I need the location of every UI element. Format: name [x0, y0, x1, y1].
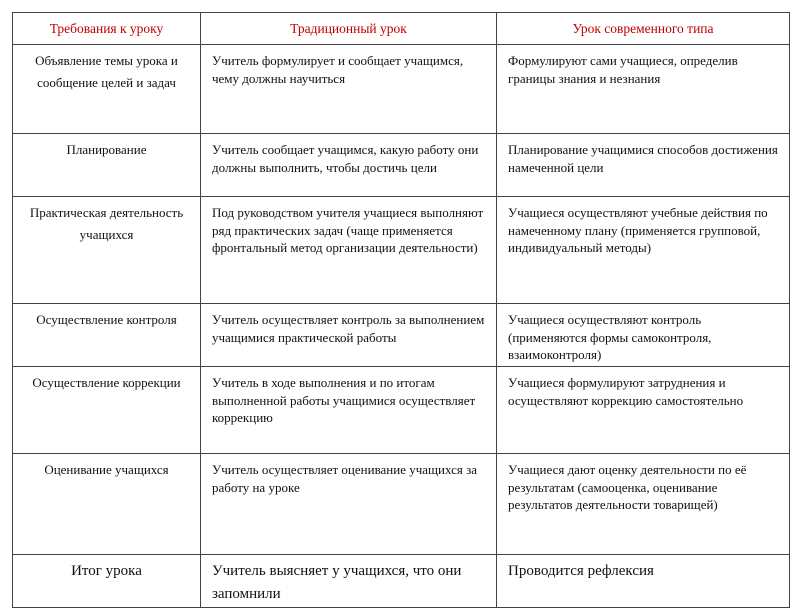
table-row: [13, 134, 790, 197]
cell-traditional: Учитель сообщает учащимся, какую работу они должны выполнить, чтобы достичь цели: [201, 134, 497, 197]
cell-modern: Учащиеся осуществляют учебные действия по намеченному плану (применяется групповой, индивидуальный методы): [497, 197, 790, 304]
cell-traditional: Учитель формулирует и сообщает учащимся, чему должны научиться: [201, 45, 497, 134]
cell-traditional: Учитель выясняет у учащихся, что они запомнили: [201, 555, 497, 608]
cell-requirement: Итог урока: [13, 555, 201, 608]
cell-requirement: Оценивание учащихся: [13, 454, 201, 555]
cell-modern: Учащиеся дают оценку деятельности по её результатам (самооценка, оценивание результатов деятельности товарищей): [497, 454, 790, 555]
comparison-table-container: [12, 12, 789, 608]
cell-modern: Планирование учащимися способов достижения намеченной цели: [497, 134, 790, 197]
cell-traditional: Учитель осуществляет контроль за выполнением учащимися практической работы: [201, 304, 497, 367]
header-requirements: [13, 13, 201, 45]
table-row: [13, 197, 790, 304]
cell-requirement: Объявление темы урока и сообщение целей и задач: [13, 45, 201, 134]
header-traditional-label: Традиционный урок: [290, 20, 407, 36]
cell-traditional: Учитель в ходе выполнения и по итогам выполненной работы учащимися осуществляет коррекцию: [201, 367, 497, 454]
cell-requirement: Планирование: [13, 134, 201, 197]
cell-modern: Учащиеся формулируют затруднения и осуществляют коррекцию самостоятельно: [497, 367, 790, 454]
header-modern: [497, 13, 790, 45]
table-row: [13, 454, 790, 555]
table-row: [13, 367, 790, 454]
cell-requirement: Осуществление коррекции: [13, 367, 201, 454]
cell-requirement: Практическая деятельность учащихся: [13, 197, 201, 304]
lesson-comparison-table: [12, 12, 790, 608]
cell-requirement: Осуществление контроля: [13, 304, 201, 367]
cell-modern: Формулируют сами учащиеся, определив границы знания и незнания: [497, 45, 790, 134]
cell-modern: Учащиеся осуществляют контроль (применяются формы самоконтроля, взаимоконтроля): [497, 304, 790, 367]
header-modern-label: Урок современного типа: [572, 20, 714, 36]
cell-traditional: Под руководством учителя учащиеся выполняют ряд практических задач (чаще применяется фронтальный метод организации деятельности): [201, 197, 497, 304]
cell-modern: Проводится рефлексия: [497, 555, 790, 608]
table-header-row: [13, 13, 790, 45]
cell-traditional: Учитель осуществляет оценивание учащихся за работу на уроке: [201, 454, 497, 555]
table-row: [13, 45, 790, 134]
table-row: [13, 304, 790, 367]
header-traditional: [201, 13, 497, 45]
header-requirements-label: Требования к уроку: [49, 20, 164, 36]
